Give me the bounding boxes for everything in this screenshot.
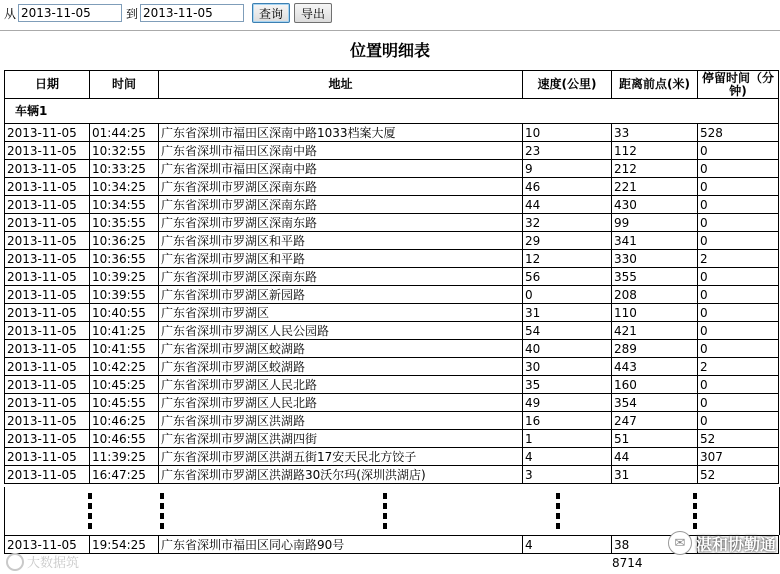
cell-date: 2013-11-05: [5, 196, 90, 214]
cell-stay: 307: [698, 448, 779, 466]
cell-date: 2013-11-05: [5, 536, 90, 554]
cell-address: 广东省深圳市罗湖区人民北路: [159, 394, 523, 412]
to-label: 到: [126, 6, 139, 21]
table-row: [5, 394, 779, 412]
cell-stay: 0: [698, 142, 779, 160]
watermark-right: [668, 531, 776, 555]
watermark-right-text: 湛和协勤通: [695, 534, 776, 554]
cell-address: 广东省深圳市罗湖区洪湖五街17安天民北方饺子: [159, 448, 523, 466]
cell-address: 广东省深圳市罗湖区人民公园路: [159, 322, 523, 340]
cell-date: 2013-11-05: [5, 448, 90, 466]
header-distance: 距离前点(米): [612, 71, 698, 99]
omission-dots: [693, 493, 697, 533]
total-distance: 8714: [612, 556, 643, 570]
omission-dots: [160, 493, 164, 533]
cell-distance: 221: [612, 178, 698, 196]
cell-time: 10:42:25: [90, 358, 159, 376]
cell-address: 广东省深圳市罗湖区深南东路: [159, 196, 523, 214]
cell-address: 广东省深圳市罗湖区洪湖四街: [159, 430, 523, 448]
cell-distance: 289: [612, 340, 698, 358]
table-row: [5, 358, 779, 376]
cell-speed: 1: [523, 430, 612, 448]
cell-date: 2013-11-05: [5, 430, 90, 448]
table-row: [5, 160, 779, 178]
cell-distance: 341: [612, 232, 698, 250]
cell-address: 广东省深圳市罗湖区蛟湖路: [159, 358, 523, 376]
cell-speed: 10: [523, 124, 612, 142]
cell-address: 广东省深圳市罗湖区新园路: [159, 286, 523, 304]
to-date-input[interactable]: [140, 4, 244, 22]
cell-address: 广东省深圳市罗湖区洪湖路: [159, 412, 523, 430]
report-last-row-table: [4, 535, 779, 554]
cell-time: 10:41:25: [90, 322, 159, 340]
cell-stay: 0: [698, 178, 779, 196]
cell-distance: 44: [612, 448, 698, 466]
cell-distance: 212: [612, 160, 698, 178]
table-row: [5, 376, 779, 394]
cell-time: 10:46:55: [90, 430, 159, 448]
cell-address: 广东省深圳市罗湖区深南东路: [159, 268, 523, 286]
cell-stay: 0: [698, 268, 779, 286]
cell-time: 11:39:25: [90, 448, 159, 466]
cell-address: 广东省深圳市罗湖区蛟湖路: [159, 340, 523, 358]
cell-speed: 40: [523, 340, 612, 358]
cell-date: 2013-11-05: [5, 358, 90, 376]
cell-speed: 23: [523, 142, 612, 160]
cell-stay: 0: [698, 412, 779, 430]
cell-distance: 38: [612, 536, 698, 554]
cell-time: 10:41:55: [90, 340, 159, 358]
cell-date: 2013-11-05: [5, 268, 90, 286]
cell-distance: 430: [612, 196, 698, 214]
header-date: 日期: [5, 71, 90, 99]
cell-date: 2013-11-05: [5, 322, 90, 340]
cell-address: 广东省深圳市罗湖区洪湖路30沃尔玛(深圳洪湖店): [159, 466, 523, 484]
cell-time: 10:34:55: [90, 196, 159, 214]
cell-address: 广东省深圳市福田区深南中路: [159, 160, 523, 178]
cell-distance: 31: [612, 466, 698, 484]
omission-dots: [556, 493, 560, 533]
cell-address: 广东省深圳市罗湖区和平路: [159, 232, 523, 250]
table-row: [5, 214, 779, 232]
cell-address: 广东省深圳市福田区深南中路1033档案大厦: [159, 124, 523, 142]
omitted-rows-gap: [4, 487, 780, 535]
cell-date: 2013-11-05: [5, 412, 90, 430]
cell-speed: 44: [523, 196, 612, 214]
cell-stay: 0: [698, 394, 779, 412]
table-row: [5, 466, 779, 484]
cell-distance: 208: [612, 286, 698, 304]
cell-time: 10:40:55: [90, 304, 159, 322]
from-date-input[interactable]: [18, 4, 122, 22]
cell-stay: 0: [698, 232, 779, 250]
cell-address: 广东省深圳市罗湖区深南东路: [159, 178, 523, 196]
table-row: [5, 232, 779, 250]
cell-distance: 421: [612, 322, 698, 340]
cell-speed: 16: [523, 412, 612, 430]
cell-time: 10:32:55: [90, 142, 159, 160]
cell-time: 10:39:25: [90, 268, 159, 286]
export-button[interactable]: 导出: [294, 3, 332, 23]
cell-date: 2013-11-05: [5, 466, 90, 484]
omission-dots: [383, 493, 387, 533]
cell-time: 10:39:55: [90, 286, 159, 304]
omission-dots: [88, 493, 92, 533]
cell-date: 2013-11-05: [5, 340, 90, 358]
cell-stay: 52: [698, 466, 779, 484]
table-row: [5, 124, 779, 142]
cell-date: 2013-11-05: [5, 286, 90, 304]
cell-speed: 46: [523, 178, 612, 196]
cell-date: 2013-11-05: [5, 142, 90, 160]
header-stay-time: 停留时间（分钟): [698, 71, 779, 99]
table-row: [5, 536, 779, 554]
vehicle-group-row: [5, 99, 779, 124]
cell-date: 2013-11-05: [5, 160, 90, 178]
cell-stay: 0: [698, 322, 779, 340]
cell-stay: 0: [698, 214, 779, 232]
cell-speed: 3: [523, 466, 612, 484]
cell-distance: 99: [612, 214, 698, 232]
cell-distance: 51: [612, 430, 698, 448]
header-row: [5, 71, 779, 99]
cell-speed: 12: [523, 250, 612, 268]
cell-time: 10:46:25: [90, 412, 159, 430]
query-button[interactable]: 查询: [252, 3, 290, 23]
cell-distance: 110: [612, 304, 698, 322]
cell-speed: 9: [523, 160, 612, 178]
cell-date: 2013-11-05: [5, 232, 90, 250]
watermark-left: [6, 552, 79, 571]
cell-speed: 29: [523, 232, 612, 250]
table-row: [5, 268, 779, 286]
watermark-left-text: 大数据筑: [27, 556, 80, 571]
report-title: 位置明细表: [349, 41, 430, 60]
cell-speed: 35: [523, 376, 612, 394]
cell-distance: 330: [612, 250, 698, 268]
cell-time: 10:34:25: [90, 178, 159, 196]
cell-address: 广东省深圳市罗湖区人民北路: [159, 376, 523, 394]
cell-stay: 0: [698, 286, 779, 304]
cell-address: 广东省深圳市福田区同心南路90号: [159, 536, 523, 554]
cell-speed: 54: [523, 322, 612, 340]
cell-stay: 528: [698, 124, 779, 142]
cell-speed: 4: [523, 448, 612, 466]
filter-toolbar: [4, 3, 332, 23]
cell-speed: 49: [523, 394, 612, 412]
cell-speed: 4: [523, 536, 612, 554]
divider: [0, 30, 780, 31]
cell-date: 2013-11-05: [5, 304, 90, 322]
table-row: [5, 286, 779, 304]
cell-distance: 112: [612, 142, 698, 160]
wechat-logo-icon: ✉: [668, 531, 692, 555]
cell-date: 2013-11-05: [5, 250, 90, 268]
cell-distance: 443: [612, 358, 698, 376]
table-row: [5, 412, 779, 430]
cell-distance: 354: [612, 394, 698, 412]
cell-speed: 32: [523, 214, 612, 232]
table-row: [5, 304, 779, 322]
cell-date: 2013-11-05: [5, 394, 90, 412]
table-row: [5, 178, 779, 196]
cell-speed: 30: [523, 358, 612, 376]
report-table: [4, 70, 779, 484]
cell-speed: 31: [523, 304, 612, 322]
table-row: [5, 448, 779, 466]
cell-address: 广东省深圳市福田区深南中路: [159, 142, 523, 160]
cell-date: 2013-11-05: [5, 376, 90, 394]
cell-stay: 52: [698, 430, 779, 448]
cell-time: 01:44:25: [90, 124, 159, 142]
cell-stay: 2: [698, 250, 779, 268]
cell-time: 10:35:55: [90, 214, 159, 232]
cell-time: 16:47:25: [90, 466, 159, 484]
cell-time: 19:54:25: [90, 536, 159, 554]
header-time: 时间: [90, 71, 159, 99]
cell-stay: 2: [698, 358, 779, 376]
watermark-logo-icon: [6, 553, 24, 571]
cell-address: 广东省深圳市罗湖区深南东路: [159, 214, 523, 232]
cell-distance: 160: [612, 376, 698, 394]
cell-stay: 0: [698, 340, 779, 358]
cell-date: 2013-11-05: [5, 214, 90, 232]
cell-distance: 355: [612, 268, 698, 286]
cell-date: 2013-11-05: [5, 124, 90, 142]
table-row: [5, 142, 779, 160]
table-row: [5, 196, 779, 214]
table-row: [5, 430, 779, 448]
cell-time: 10:36:55: [90, 250, 159, 268]
header-speed: 速度(公里): [523, 71, 612, 99]
cell-time: 10:45:25: [90, 376, 159, 394]
cell-address: 广东省深圳市罗湖区和平路: [159, 250, 523, 268]
from-label: 从: [4, 6, 17, 21]
table-row: [5, 250, 779, 268]
cell-distance: 247: [612, 412, 698, 430]
cell-time: 10:33:25: [90, 160, 159, 178]
cell-speed: 56: [523, 268, 612, 286]
table-row: [5, 322, 779, 340]
cell-address: 广东省深圳市罗湖区: [159, 304, 523, 322]
cell-time: 10:45:55: [90, 394, 159, 412]
cell-stay: 0: [698, 160, 779, 178]
cell-stay: 0: [698, 376, 779, 394]
table-row: [5, 340, 779, 358]
cell-stay: 0: [698, 304, 779, 322]
vehicle-group-label: 车辆1: [5, 99, 779, 124]
cell-stay: 0: [698, 196, 779, 214]
cell-distance: 33: [612, 124, 698, 142]
cell-speed: 0: [523, 286, 612, 304]
cell-date: 2013-11-05: [5, 178, 90, 196]
header-address: 地址: [159, 71, 523, 99]
cell-time: 10:36:25: [90, 232, 159, 250]
